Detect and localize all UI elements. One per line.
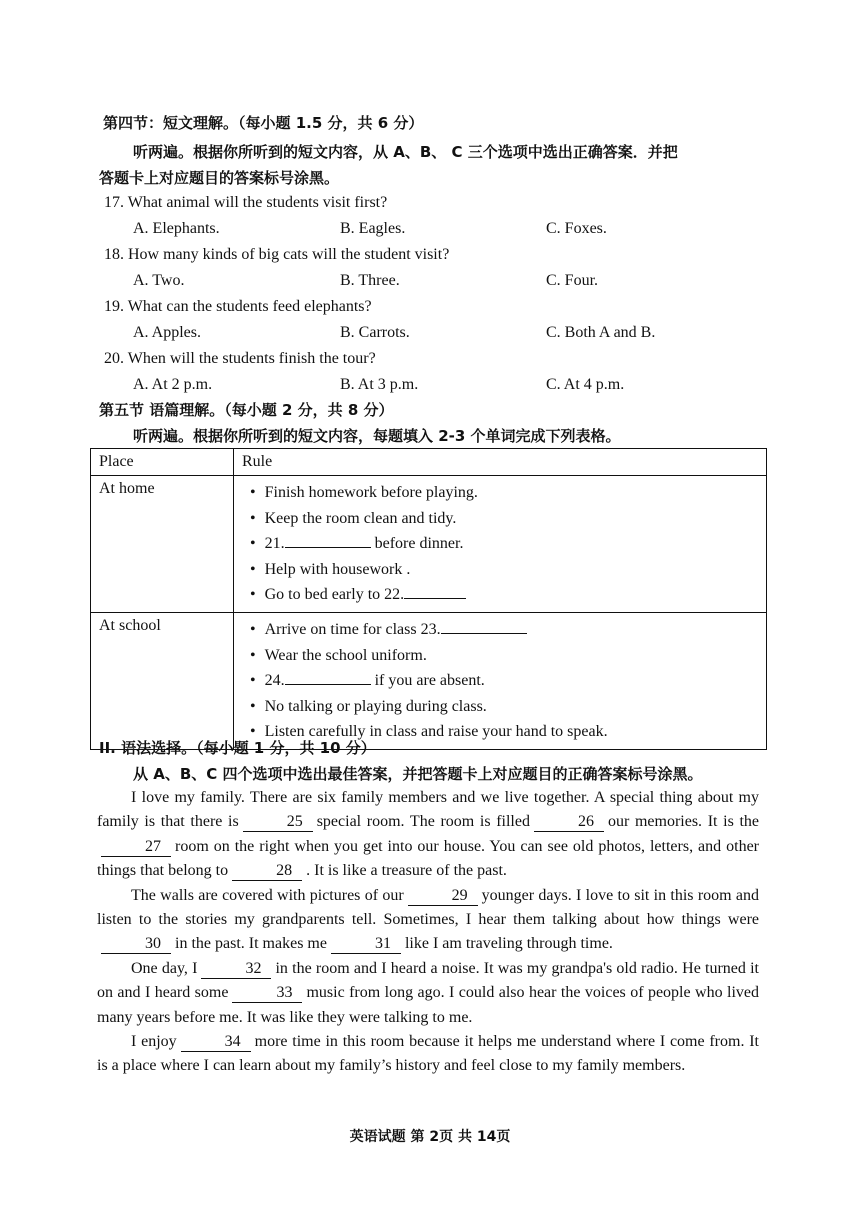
option-19-c: C. Both A and B. <box>546 324 656 341</box>
list-item: • Help with housework . <box>250 557 758 583</box>
section5-instruction: 听两遍。根据你所听到的短文内容，每题填入 2-3 个单词完成下列表格。 <box>133 427 621 445</box>
question-20 <box>104 349 376 369</box>
blank-number-23: Arrive on time for class 23. <box>264 620 441 638</box>
option-20-b: B. At 3 p.m. <box>340 376 419 393</box>
passage-text: I enjoy <box>131 1033 177 1051</box>
option-18-c: C. Four. <box>546 272 599 289</box>
home-rules-list <box>242 480 758 608</box>
section4-instruction-2: 答题卡上对应题目的答案标号涂黑。 <box>99 169 340 187</box>
passage-text: in the room and I heard a noise. It was my grandpa's old radio. He turned it on and I heard some <box>97 959 760 1002</box>
option-17-b: B. Eagles. <box>340 220 406 237</box>
passage-text: The walls are covered with pictures of our <box>131 886 404 904</box>
blank-25[interactable]: 25 <box>243 813 313 832</box>
list-item: • Wear the school uniform. <box>250 643 758 669</box>
list-item: • Keep the room clean and tidy. <box>250 506 758 532</box>
grammar-instruction: 从 A、B、C 四个选项中选出最佳答案，并把答题卡上对应题目的正确答案标号涂黑。 <box>133 765 703 783</box>
question-number: 19. <box>104 298 124 315</box>
question-text: What animal will the students visit first? <box>127 194 388 211</box>
passage-text: . It is like a treasure of the past. <box>306 862 507 880</box>
blank-26[interactable]: 26 <box>534 813 604 832</box>
blank-33[interactable]: 33 <box>232 984 302 1003</box>
question-text: When will the students finish the tour? <box>127 350 376 367</box>
passage-paragraph-2 <box>97 884 759 957</box>
list-item: • Finish homework before playing. <box>250 480 758 506</box>
blank-30[interactable]: 30 <box>101 935 171 954</box>
blank-28[interactable]: 28 <box>232 862 302 881</box>
header-rule: Rule <box>234 449 767 476</box>
question-19 <box>104 297 372 317</box>
list-item <box>250 582 758 608</box>
list-item: • No talking or playing during class. <box>250 694 758 720</box>
option-20-a: A. At 2 p.m. <box>133 376 213 393</box>
option-18-b: B. Three. <box>340 272 400 289</box>
passage-text: music from long ago. I could also hear the voices of people who lived many years before me. It was like they were talking to me. <box>97 984 760 1026</box>
header-place: Place <box>91 449 234 476</box>
school-rules-cell <box>234 612 767 749</box>
answer-blank-21[interactable] <box>285 531 371 548</box>
passage-paragraph-1 <box>97 786 759 884</box>
passage-text: in the past. It makes me <box>175 935 327 953</box>
blank-27[interactable]: 27 <box>101 838 171 857</box>
answer-blank-23[interactable] <box>441 617 527 634</box>
question-17 <box>104 193 387 213</box>
answer-blank-22[interactable] <box>404 582 466 599</box>
passage-paragraph-3 <box>97 957 759 1030</box>
passage-text: I love my family. There are six family members and we live together. A special thing about my family is that there is <box>97 789 759 831</box>
rule-text: if you are absent. <box>370 672 485 690</box>
option-18-a: A. Two. <box>133 272 185 289</box>
table-row-home <box>91 476 767 613</box>
question-text: How many kinds of big cats will the student visit? <box>128 246 450 263</box>
school-rules-list <box>242 617 758 745</box>
passage-text: special room. The room is filled <box>316 813 530 831</box>
option-19-b: B. Carrots. <box>340 324 410 341</box>
question-number: 20. <box>104 350 124 367</box>
blank-number-22: Go to bed early to 22. <box>264 586 405 604</box>
option-17-a: A. Elephants. <box>133 220 220 237</box>
place-school: At school <box>91 612 234 749</box>
option-19-a: A. Apples. <box>133 324 201 341</box>
table-row-school <box>91 612 767 749</box>
blank-29[interactable]: 29 <box>408 887 478 906</box>
passage-text: room on the right when you get into our house. You can see old photos, letters, and other things that belong to <box>97 837 759 880</box>
passage <box>97 786 759 1079</box>
blank-number-21: 21. <box>264 535 285 553</box>
blank-number-24: 24. <box>264 672 285 690</box>
passage-text: like I am traveling through time. <box>404 935 613 953</box>
blank-31[interactable]: 31 <box>331 935 401 954</box>
list-item <box>250 668 758 694</box>
option-20-c: C. At 4 p.m. <box>546 376 625 393</box>
passage-text: younger days. I love to sit in this room and listen to the stories my grandparents tell. Sometimes, I hear them talking about how things were <box>97 886 760 929</box>
question-text: What can the students feed elephants? <box>127 298 372 315</box>
question-18 <box>104 245 449 265</box>
answer-blank-24[interactable] <box>285 668 371 685</box>
grammar-heading: II. 语法选择。（每小题 1 分，共 10 分） <box>99 739 376 757</box>
rules-table <box>90 448 767 750</box>
place-home: At home <box>91 476 234 613</box>
list-item: • Listen carefully in class and raise your hand to speak. <box>250 719 758 745</box>
passage-text: One day, I <box>131 959 198 977</box>
blank-32[interactable]: 32 <box>201 960 271 979</box>
blank-34[interactable]: 34 <box>181 1033 251 1052</box>
passage-paragraph-4 <box>97 1030 759 1079</box>
list-item <box>250 531 758 557</box>
passage-text: more time in this room because it helps me understand where I come from. It is a place where I can learn about my family’s history and feel close to my family members. <box>97 1033 759 1075</box>
page-footer: 英语试题 第 2页 共 14页 <box>349 1129 511 1145</box>
table-header-row <box>91 449 767 476</box>
list-item <box>250 617 758 643</box>
question-number: 18. <box>104 246 124 263</box>
question-number: 17. <box>104 194 124 211</box>
home-rules-cell <box>234 476 767 613</box>
passage-text: our memories. It is the <box>607 813 759 831</box>
section4-heading: 第四节：短文理解。（每小题 1.5 分，共 6 分） <box>103 114 424 132</box>
section5-heading: 第五节 语篇理解。（每小题 2 分，共 8 分） <box>99 401 394 419</box>
option-17-c: C. Foxes. <box>546 220 607 237</box>
section4-instruction-1: 听两遍。根据你所听到的短文内容，从 A、B、 C 三个选项中选出正确答案．并把 <box>133 143 678 161</box>
rule-text: before dinner. <box>370 535 464 553</box>
